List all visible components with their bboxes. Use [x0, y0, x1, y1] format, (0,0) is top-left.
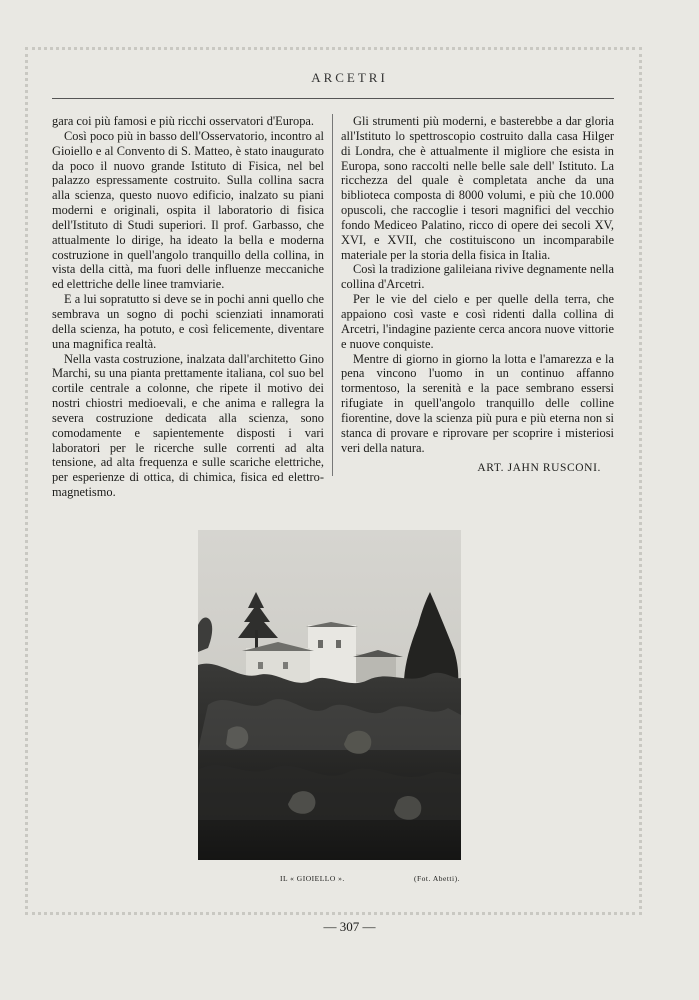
paragraph: Così la tradizione galileiana rivive degnamente nella collina d'Arcetri.: [341, 262, 614, 292]
paragraph: Nella vasta costruzione, inalzata dall'architetto Gino Marchi, su una pianta prettamente italiana, col suo bel cortile centrale a colonne, che ripete il motivo dei nostri chiostri medioevali, e che anima e rallegra la severa costruzione dedicata alla scienza, sono comodamente e sapientemente disposti i vari laboratori per le ricerche sulle correnti ad alta tensione, ad alta frequenza e sulle scariche elettriche, per esperienze di ottica, di chimica, fisica ed elettro-magnetismo.: [52, 351, 324, 500]
paragraph: Mentre di giorno in giorno la lotta e l'amarezza e la pena vincono l'uomo in un continuo affanno tormentoso, la serenità e la pace sembrano essersi rifugiate in quell'angolo tranquillo delle colline fiorentine, dove la scienza più pura e più eterna non si stanca di provare e riprovare per scoprire i misteriosi veri della natura.: [341, 351, 614, 455]
paragraph: Gli strumenti più moderni, e basterebbe a dar gloria all'Istituto lo spettroscopio costruito dalla casa Hilger di Londra, che è attualmente il migliore che esista in Europa, sono raccolti nelle belle sale dell' Istituto. La ricchezza del quale è completata anche da una biblioteca composta di 8000 volumi, e più che 10.000 opuscoli, che raccoglie i tesori magnifici del vecchio fondo Mediceo Palatino, ricco di opere dei secoli XV, XVI, e XVII, che costituiscono un incomparabile materiale per la storia della fisica in Italia.: [341, 114, 614, 262]
paragraph: Per le vie del cielo e per quelle della terra, che appaiono così vaste e così ridenti dalla collina di Arcetri, l'indagine paziente cerca ancora nuove vittorie e nuove conquiste.: [341, 292, 614, 351]
column-divider: [332, 114, 333, 476]
right-text-column: [341, 114, 614, 455]
caption-credit: (Fot. Abetti).: [414, 874, 460, 883]
running-head-title: ARCETRI: [311, 70, 388, 85]
paragraph: E a lui sopratutto si deve se in pochi anni quello che sembrava un sogno di pochi scienziati innamorati della scienza, ha potuto, e così felicemente, diventare una magnifica realtà.: [52, 292, 324, 351]
header-rule: [52, 98, 614, 99]
caption-title: IL « GIOIELLO ».: [280, 874, 345, 883]
page-number: — 307 —: [323, 919, 376, 934]
paragraph: gara coi più famosi e più ricchi osservatori d'Europa.: [52, 114, 315, 128]
author-signature: ART. JAHN RUSCONI.: [477, 462, 601, 474]
gioiello-photograph: [198, 530, 461, 860]
paragraph: Così poco più in basso dell'Osservatorio, incontro al Gioiello e al Convento di S. Matteo, è stato inaugurato da poco il nuovo grande Istituto di Fisica, nel bel palazzo espressamente costruito. Sulla collina sacra alla scienza, questo nuovo edificio, inalzato su piani moderni e originali, ospita il laboratorio di fisica dell'Istituto di Studi superiori. Il prof. Garbasso, che attualmente lo dirige, ha ideato la bella e moderna costruzione in quell'angolo tranquillo della collina, in vista della città, ma fuori delle influenze meccaniche ed elettriche delle linee tramviarie.: [52, 128, 324, 292]
left-text-column: [52, 114, 324, 500]
